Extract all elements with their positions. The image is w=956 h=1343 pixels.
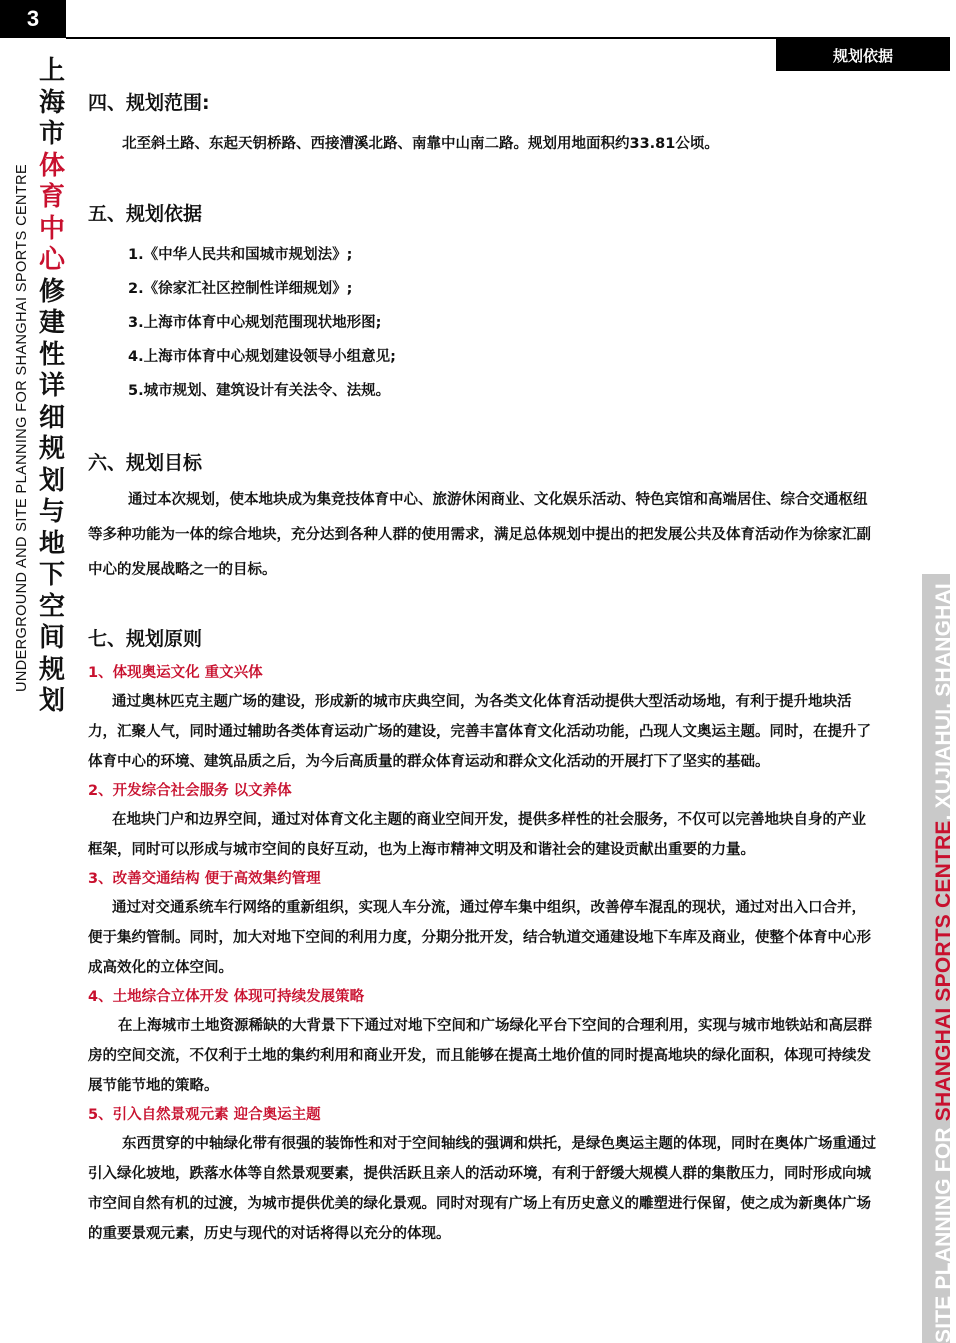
sidebar-title-char: 细 (38, 402, 65, 433)
sidebar-title-char: 修 (38, 276, 65, 307)
sidebar-title-char: 规 (38, 434, 65, 464)
list-item: 4.上海市体育中心规划建设领导小组意见; (128, 349, 396, 365)
sidebar-title-char: 地 (38, 528, 65, 559)
right-title-part3: , XUJIAHUI, SHANGHAI (932, 583, 955, 821)
sidebar-title-char: 海 (38, 87, 65, 118)
principle-heading: 5、引入自然景观元素 迎合奥运主题 (88, 1107, 321, 1123)
sidebar-title-char: 划 (38, 465, 65, 496)
principle-heading: 1、体现奥运文化 重文兴体 (88, 665, 263, 681)
principle-heading: 3、改善交通结构 便于高效集约管理 (88, 871, 321, 887)
section-7-principles (88, 659, 878, 1249)
principle-text: 在地块门户和边界空间，通过对体育文化主题的商业空间开发，提供多样性的社会服务，不仅可以完善地块自身的产业框架，同时可以形成与城市空间的良好互动，也为上海市精神文明及和谐社会的建设贡献出重要的力量。 (88, 812, 866, 858)
sidebar-title-char: 与 (38, 497, 65, 527)
principle-text: 通过奥林匹克主题广场的建设，形成新的城市庆典空间，为各类文化体育活动提供大型活动场地，有利于提升地块活力，汇聚人气，同时通过辅助各类体育运动广场的建设，完善丰富体育文化活动功能，凸现人文奥运主题。同时，在提升了体育中心的环境、建筑品质之后，为今后高质量的群众体育运动和群众文化活动的开展打下了坚实的基础。 (88, 694, 871, 770)
sidebar-title-char: 详 (38, 371, 65, 401)
sidebar-english-title: UNDERGROUND AND SITE PLANNING FOR SHANGHAI SPORTS CENTRE (14, 163, 30, 692)
sidebar-title-char: 上 (38, 56, 65, 86)
sidebar-title-char: 规 (38, 654, 65, 685)
section-tag: 规划依据 (776, 39, 950, 71)
list-item: 3.上海市体育中心规划范围现状地形图; (128, 315, 382, 331)
right-title-part1: SITE PLANNING FOR (932, 1121, 955, 1343)
sidebar-title-char: 育 (38, 182, 65, 212)
sidebar-title-char: 中 (38, 213, 65, 244)
sidebar-title-char: 下 (38, 560, 65, 590)
sidebar-title-char: 心 (38, 245, 65, 275)
sidebar-title-char: 体 (38, 150, 65, 181)
section-7-title: 七、规划原则 (88, 628, 203, 650)
sidebar-title-char: 建 (38, 308, 65, 338)
list-item: 2.《徐家汇社区控制性详细规划》; (128, 281, 353, 297)
section-4-text: 北至斜土路、东起天钥桥路、西接漕溪北路、南靠中山南二路。规划用地面积约33.81公顷。 (122, 136, 719, 152)
section-5-title: 五、规划依据 (88, 203, 203, 225)
right-side-title (932, 583, 956, 1343)
principle-text: 通过对交通系统车行网络的重新组织，实现人车分流，通过停车集中组织，改善停车混乱的现状，通过对出入口合并，便于集约管制。同时，加大对地下空间的利用力度，分期分批开发，结合轨道交通建设地下车库及商业，使整个体育中心形成高效化的立体空间。 (88, 900, 871, 976)
section-5-list (88, 238, 878, 408)
main-content (88, 88, 878, 1249)
sidebar-title-char: 间 (38, 623, 65, 653)
sidebar-title-char: 市 (38, 119, 65, 149)
sidebar-chinese-title (36, 56, 68, 718)
principle-text: 在上海城市土地资源稀缺的大背景下下通过对地下空间和广场绿化平台下空间的合理利用，实现与城市地铁站和高层群房的空间交流，不仅利于土地的集约利用和商业开发，而且能够在提高土地价值的同时提高地块的绿化面积，体现可持续发展节能节地的策略。 (88, 1018, 872, 1094)
principle-heading: 2、开发综合社会服务 以文养体 (88, 783, 292, 799)
principle-text: 东西贯穿的中轴绿化带有很强的装饰性和对于空间轴线的强调和烘托，是绿色奥运主题的体现，同时在奥体广场重通过引入绿化坡地，跌落水体等自然景观要素，提供活跃且亲人的活动环境，有利于舒缓大规模人群的集散压力，同时形成向城市空间自然有机的过渡，为城市提供优美的绿化景观。同时对现有广场上有历史意义的雕塑进行保留，使之成为新奥体广场的重要景观元素，历史与现代的对话将得以充分的体现。 (88, 1136, 876, 1242)
list-item: 5.城市规划、建筑设计有关法令、法规。 (128, 383, 391, 399)
sidebar-title-char: 划 (38, 686, 65, 716)
sidebar-title-char: 性 (38, 339, 65, 370)
page-number: 3 (0, 0, 66, 38)
list-item: 1.《中华人民共和国城市规划法》; (128, 247, 353, 263)
section-6-text: 通过本次规划，使本地块成为集竞技体育中心、旅游休闲商业、文化娱乐活动、特色宾馆和高端居住、综合交通枢纽等多种功能为一体的综合地块，充分达到各种人群的使用需求，满足总体规划中提出的把发展公共及体育活动作为徐家汇副中心的发展战略之一的目标。 (88, 492, 871, 578)
right-title-part2: SHANGHAI SPORTS CENTRE (932, 820, 955, 1122)
section-6-title: 六、规划目标 (88, 452, 203, 474)
section-4-title: 四、规划范围: (88, 92, 210, 114)
principle-heading: 4、土地综合立体开发 体现可持续发展策略 (88, 989, 365, 1005)
sidebar-title-char: 空 (38, 591, 65, 622)
